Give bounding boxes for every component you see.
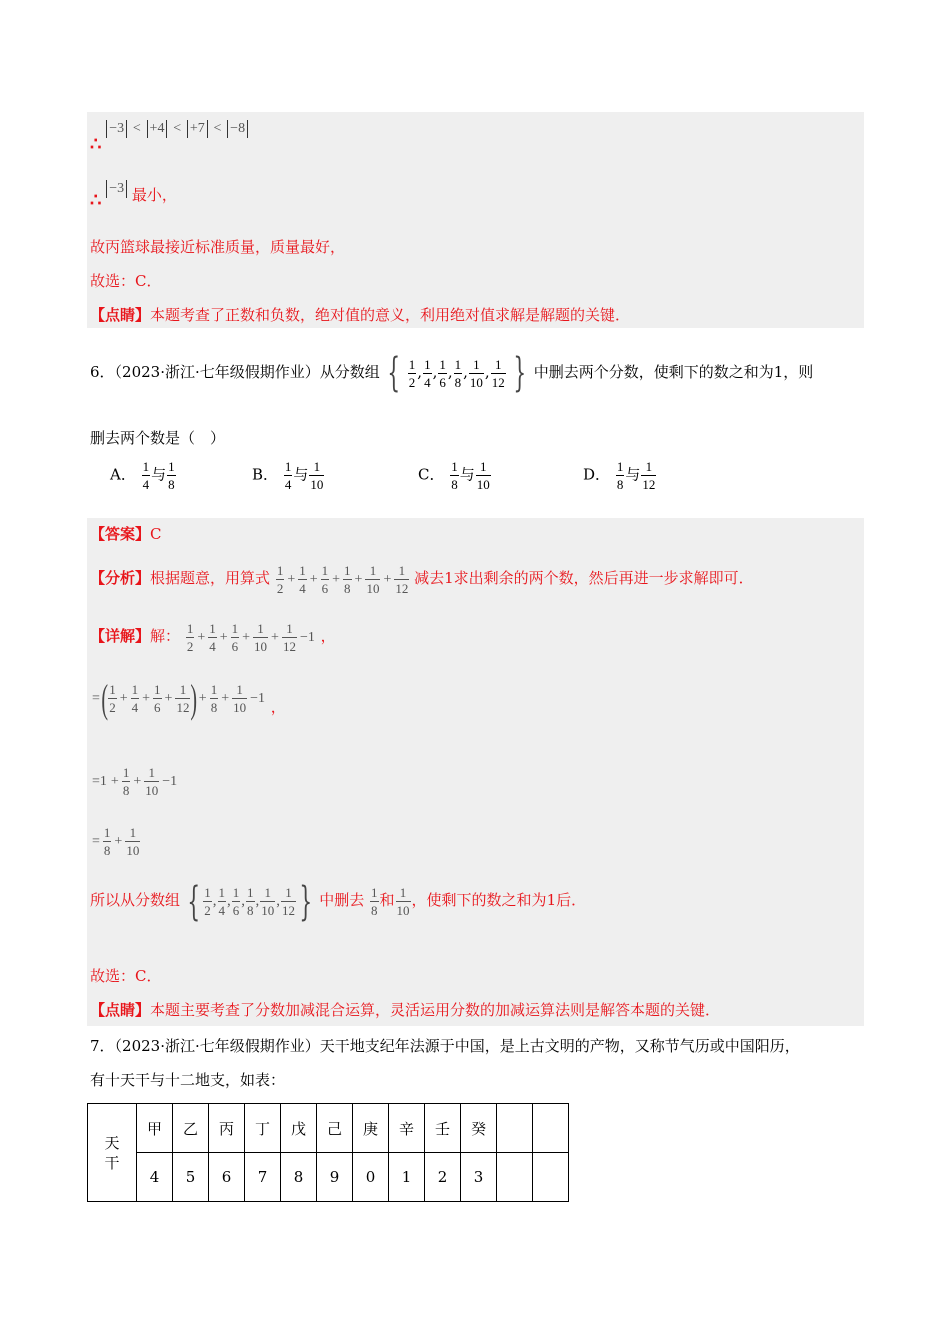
fraction: $\frac{1}{12}$ xyxy=(282,885,295,919)
fraction: $\frac{1}{12}$ xyxy=(282,621,296,655)
table-cell: 辛 xyxy=(389,1104,425,1153)
fraction: $\frac{1}{8}$ xyxy=(122,765,130,799)
table-cell: 0 xyxy=(353,1153,389,1202)
q6-comment: 【点睛】本题主要考查了分数加减混合运算，灵活运用分数的加减运算法则是解答本题的关键． xyxy=(90,1001,721,1019)
table-cell xyxy=(533,1153,569,1202)
fraction: $\frac{1}{4}$ xyxy=(209,621,216,655)
fraction: $\frac{1}{6}$ xyxy=(232,885,240,919)
prev-comment: 【点睛】本题考查了正数和负数，绝对值的意义，利用绝对值求解是解题的关键． xyxy=(90,306,631,324)
table-cell: 甲 xyxy=(137,1104,173,1153)
table-cell: 乙 xyxy=(173,1104,209,1153)
fraction: $\frac{1}{10}$ xyxy=(310,459,324,492)
q6-stem-line-1: 6．（2023·浙江·七年级假期作业）从分数组 { $\frac{1}{2}$ , $\frac{1}{4}$ , $\frac{1}{6}$ , $\frac{1}{8}$ , $\frac{1}{10}$ , $\frac{1}{12}$ } 中删去两个分数，使剩下的数之和为1，则 xyxy=(90,350,814,396)
fraction: $\frac{1}{4}$ xyxy=(299,563,306,597)
prev-conclusion: 故丙篮球最接近标准质量，质量最好， xyxy=(90,238,346,256)
fraction: $\frac{1}{8}$ xyxy=(371,885,378,919)
table-cell: 7 xyxy=(245,1153,281,1202)
fraction: $\frac{1}{4}$ xyxy=(218,885,225,919)
table-cell: 庚 xyxy=(353,1104,389,1153)
fraction: $\frac{1}{12}$ xyxy=(491,356,505,390)
therefore-line-1: ∴ −3 < +4 < +7 < −8 xyxy=(90,118,248,155)
table-cell: 8 xyxy=(281,1153,317,1202)
fraction: $\frac{1}{10}$ xyxy=(476,459,490,492)
fraction: $\frac{1}{10}$ xyxy=(254,621,268,655)
fraction: $\frac{1}{12}$ xyxy=(642,459,656,492)
option-d[interactable]: D． $\frac{1}{8}$ 与 $\frac{1}{12}$ xyxy=(583,459,656,492)
abs-chain: −3 < +4 < +7 < −8 xyxy=(106,120,248,136)
fraction: $\frac{1}{8}$ xyxy=(168,459,175,492)
therefore-line-2: ∴ −3 最小， xyxy=(90,181,177,211)
table-cell: 壬 xyxy=(425,1104,461,1153)
table-cell xyxy=(497,1104,533,1153)
fraction: $\frac{1}{6}$ xyxy=(231,621,239,655)
fraction: $\frac{1}{10}$ xyxy=(145,765,159,799)
q6-detail-line-4: = $\frac{1}{8}$ + $\frac{1}{10}$ xyxy=(92,825,140,859)
fraction: $\frac{1}{12}$ xyxy=(176,682,190,716)
fraction: $\frac{1}{2}$ xyxy=(186,621,194,655)
fraction: $\frac{1}{10}$ xyxy=(233,682,247,716)
fraction: $\frac{1}{10}$ xyxy=(366,563,380,597)
fraction: $\frac{1}{8}$ xyxy=(103,825,111,859)
fraction: $\frac{1}{10}$ xyxy=(469,356,483,390)
table-cell xyxy=(533,1104,569,1153)
fraction: $\frac{1}{10}$ xyxy=(126,825,140,859)
fraction: $\frac{1}{8}$ xyxy=(616,459,624,492)
q6-detail-line-1: 【详解】解： $\frac{1}{2}$ + $\frac{1}{4}$ + $\frac{1}{6}$ + $\frac{1}{10}$ + $\frac{1}{12}$ −1 ， xyxy=(90,621,336,655)
table-cell: 丁 xyxy=(245,1104,281,1153)
table-cell: 6 xyxy=(209,1153,245,1202)
table-cell: 己 xyxy=(317,1104,353,1153)
fraction: $\frac{1}{6}$ xyxy=(321,563,329,597)
fraction: $\frac{1}{2}$ xyxy=(204,885,211,919)
fraction: $\frac{1}{2}$ xyxy=(276,563,284,597)
fraction: $\frac{1}{4}$ xyxy=(284,459,292,492)
table-cell: 9 xyxy=(317,1153,353,1202)
option-a[interactable]: A． $\frac{1}{4}$ 与 $\frac{1}{8}$ xyxy=(110,459,175,492)
fraction: $\frac{1}{8}$ xyxy=(210,682,218,716)
table-cell xyxy=(497,1153,533,1202)
q7-stem-line-1: 7．（2023·浙江·七年级假期作业）天干地支纪年法源于中国，是上古文明的产物，又称节气历或中国阳历， xyxy=(90,1037,800,1055)
q6-conclusion: 所以从分数组 { $\frac{1}{2}$ , $\frac{1}{4}$ , $\frac{1}{6}$ , $\frac{1}{8}$ , $\frac{1}{10}$ , $\frac{1}{12}$ } 中删去 $\frac{1}{8}$ 和 $\frac{1}{10}$ ，使剩下的数之和为1后． xyxy=(90,878,587,925)
fraction: $\frac{1}{6}$ xyxy=(439,356,446,390)
table-cell: 丙 xyxy=(209,1104,245,1153)
table-cell: 4 xyxy=(137,1153,173,1202)
fraction: $\frac{1}{4}$ xyxy=(131,682,139,716)
q6-answer: 【答案】C xyxy=(90,525,162,543)
q6-stem-line-2: 删去两个数是（ ） xyxy=(90,429,226,447)
option-c[interactable]: C． $\frac{1}{8}$ 与 $\frac{1}{10}$ xyxy=(418,459,490,492)
fraction: $\frac{1}{10}$ xyxy=(396,885,410,919)
fraction: $\frac{1}{8}$ xyxy=(344,563,351,597)
table-cell: 1 xyxy=(389,1153,425,1202)
table-cell: 5 xyxy=(173,1153,209,1202)
table-cell: 癸 xyxy=(461,1104,497,1153)
fraction: $\frac{1}{8}$ xyxy=(451,459,458,492)
fraction: $\frac{1}{10}$ xyxy=(261,885,275,919)
q6-analysis: 【分析】根据题意，用算式 $\frac{1}{2}$ + $\frac{1}{4}$ + $\frac{1}{6}$ + $\frac{1}{8}$ + $\frac{1}{10}$ + $\frac{1}{12}$ 减去1求出剩余的两个数，然后再进一步求解即可． xyxy=(90,563,754,597)
q6-detail-line-3: =1 + $\frac{1}{8}$ + $\frac{1}{10}$ −1 xyxy=(92,765,178,799)
q7-stem-line-2: 有十天干与十二地支，如表： xyxy=(90,1071,286,1089)
heavenly-stems-table xyxy=(87,1103,569,1202)
fraction: $\frac{1}{4}$ xyxy=(424,356,431,390)
table-cell: 2 xyxy=(425,1153,461,1202)
fraction: $\frac{1}{4}$ xyxy=(142,459,150,492)
fraction: $\frac{1}{2}$ xyxy=(109,682,116,716)
row-header: 天干 xyxy=(88,1104,137,1202)
q6-detail-line-2: =( $\frac{1}{2}$ + $\frac{1}{4}$ + $\frac{1}{6}$ + $\frac{1}{12}$ )+ $\frac{1}{8}$ + $\frac{1}{10}$ −1 ， xyxy=(92,675,286,721)
fraction: $\frac{1}{6}$ xyxy=(154,682,161,716)
fraction: $\frac{1}{8}$ xyxy=(454,356,462,390)
table-cell: 戊 xyxy=(281,1104,317,1153)
fraction: $\frac{1}{2}$ xyxy=(408,356,416,390)
fraction: $\frac{1}{8}$ xyxy=(247,885,254,919)
q6-choose: 故选：C． xyxy=(90,967,162,985)
option-b[interactable]: B． $\frac{1}{4}$ 与 $\frac{1}{10}$ xyxy=(252,459,324,492)
prev-choose: 故选：C． xyxy=(90,272,162,290)
table-cell: 3 xyxy=(461,1153,497,1202)
fraction: $\frac{1}{12}$ xyxy=(395,563,409,597)
